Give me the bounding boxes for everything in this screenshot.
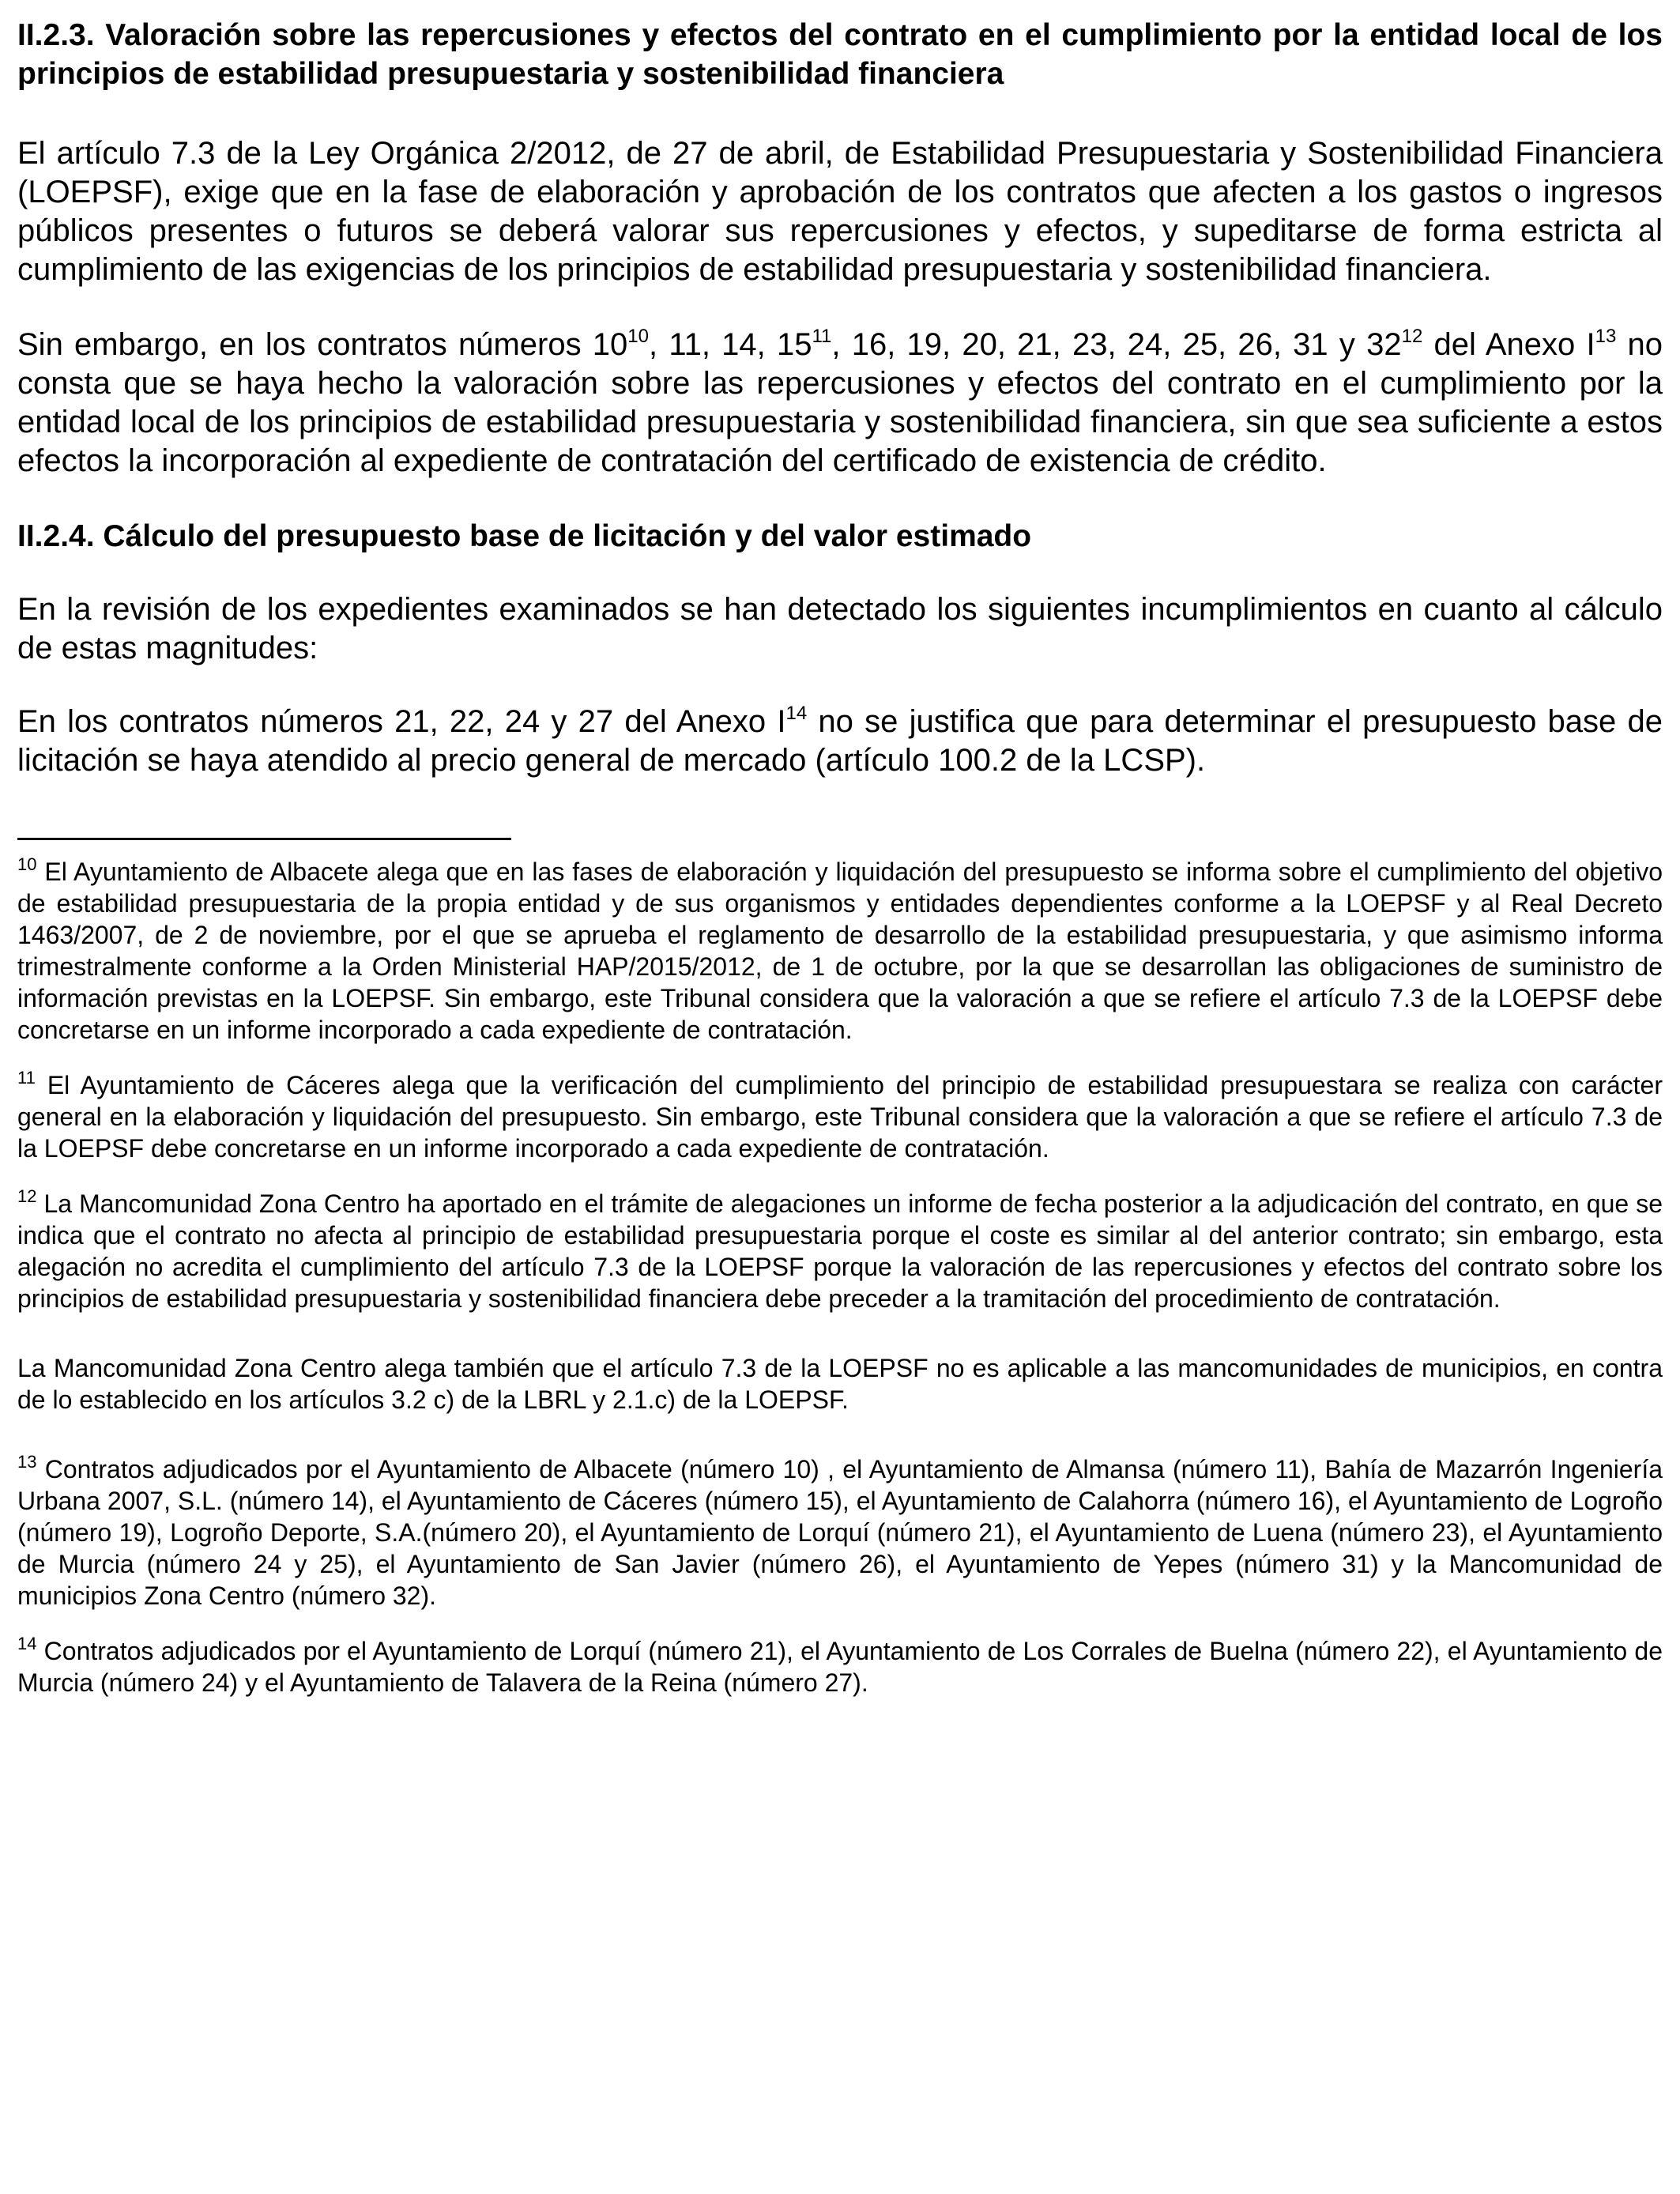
paragraph-market-price xyxy=(17,703,1663,780)
footnote-number: 13 xyxy=(17,1452,37,1472)
footnote-12 xyxy=(17,1188,1663,1314)
footnote-ref-13: 13 xyxy=(1595,326,1617,347)
footnote-number: 12 xyxy=(17,1186,37,1206)
paragraph-loepsf-article: El artículo 7.3 de la Ley Orgánica 2/2012, de 27 de abril, de Estabilidad Presupuestaria y Sostenibilidad Financiera (LOEPSF), exige que en la fase de elaboración y aprobación de los contratos que afecten a los gastos o ingresos públicos presentes o futuros se deberá valorar sus repercusiones y efectos, y supeditarse de forma estricta al cumplimiento de las exigencias de los principios de estabilidad presupuestaria y sostenibilidad financiera. xyxy=(17,136,1663,287)
footnote-14 xyxy=(17,1635,1663,1698)
footnote-text: Contratos adjudicados por el Ayuntamiento de Albacete (número 10) , el Ayuntamiento de Almansa (número 11), Bahía de Mazarrón Ingeniería Urbana 2007, S.L. (número 14), el Ayuntamiento de Cáceres (número 15), el Ayuntamiento de Calahorra (número 16), el Ayuntamiento de Logroño (número 19), Logroño Deporte, S.A.(número 20), el Ayuntamiento de Lorquí (número 21), el Ayuntamiento de Luena (número 23), el Ayuntamiento de Murcia (número 24 y 25), el Ayuntamiento de San Javier (número 26), el Ayuntamiento de Yepes (número 31) y la Mancomunidad de municipios Zona Centro (número 32). xyxy=(17,1455,1663,1610)
footnote-11 xyxy=(17,1069,1663,1164)
footnote-ref-14: 14 xyxy=(785,703,808,724)
section-heading-2-2-3: II.2.3. Valoración sobre las repercusiones y efectos del contrato en el cumplimiento por la entidad local de los principios de estabilidad presupuestaria y sostenibilidad financiera xyxy=(17,18,1663,91)
footnote-text: El Ayuntamiento de Albacete alega que en las fases de elaboración y liquidación del presupuesto se informa sobre el cumplimiento del objetivo de estabilidad presupuestaria de la propia entidad y de sus organismos y entidades dependientes conforme a la LOEPSF y al Real Decreto 1463/2007, de 2 de noviembre, por el que se aprueba el reglamento de desarrollo de la estabilidad presupuestaria, y que asimismo informa trimestralmente conforme a la Orden Ministerial HAP/2015/2012, de 1 de octubre, por la que se desarrollan las obligaciones de suministro de información previstas en la LOEPSF. Sin embargo, este Tribunal considera que la valoración a que se refiere el artículo 7.3 de la LOEPSF debe concretarse en un informe incorporado a cada expediente de contratación. xyxy=(17,858,1663,1044)
footnote-12-continuation: La Mancomunidad Zona Centro alega también que el artículo 7.3 de la LOEPSF no es aplicable a las mancomunidades de municipios, en contra de lo establecido en los artículos 3.2 c) de la LBRL y 2.1.c) de la LOEPSF. xyxy=(17,1354,1663,1414)
text-run: , 11, 14, 15 xyxy=(649,327,812,362)
text-run: del Anexo I xyxy=(1422,327,1595,362)
footnote-ref-12: 12 xyxy=(1401,326,1423,347)
section-heading-2-2-4: II.2.4. Cálculo del presupuesto base de licitación y del valor estimado xyxy=(17,519,1032,553)
footnote-text: Contratos adjudicados por el Ayuntamiento de Lorquí (número 21), el Ayuntamiento de Los Corrales de Buelna (número 22), el Ayuntamiento de Murcia (número 24) y el Ayuntamiento de Talavera de la Reina (número 27). xyxy=(17,1637,1663,1697)
footnote-number: 10 xyxy=(17,854,37,874)
footnote-10 xyxy=(17,856,1663,1046)
footnote-text: La Mancomunidad Zona Centro ha aportado en el trámite de alegaciones un informe de fecha posterior a la adjudicación del contrato, en que se indica que el contrato no afecta al principio de estabilidad presupuestaria porque el coste es similar al del anterior contrato; sin embargo, esta alegación no acredita el cumplimiento del artículo 7.3 de la LOEPSF porque la valoración de las repercusiones y efectos del contrato sobre los principios de estabilidad presupuestaria y sostenibilidad financiera debe preceder a la tramitación del procedimiento de contratación. xyxy=(17,1189,1663,1313)
footnote-13 xyxy=(17,1453,1663,1612)
footnote-ref-11: 11 xyxy=(812,326,832,347)
text-run: Sin embargo, en los contratos números 10 xyxy=(17,327,628,362)
text-run: , 16, 19, 20, 21, 23, 24, 25, 26, 31 y 32 xyxy=(831,327,1402,362)
footnote-number: 11 xyxy=(17,1068,36,1088)
text-run: no consta que se haya hecho la valoración sobre las repercusiones y efectos del contrato en el cumplimiento por la entidad local de los principios de estabilidad presupuestaria y sostenibilidad financiera, sin que sea suficiente a estos efectos la incorporación al expediente de contratación del certificado de existencia de crédito. xyxy=(17,327,1663,478)
footnote-separator xyxy=(17,838,511,840)
document-page xyxy=(17,16,1663,1698)
footnote-number: 14 xyxy=(17,1634,37,1653)
paragraph-contracts-without-valuation xyxy=(17,326,1663,481)
text-run: En los contratos números 21, 22, 24 y 27 del Anexo I xyxy=(17,704,786,739)
footnote-ref-10: 10 xyxy=(627,326,649,347)
footnote-text: El Ayuntamiento de Cáceres alega que la verificación del cumplimiento del principio de estabilidad presupuestara se realiza con carácter general en la elaboración y liquidación del presupuesto. Sin embargo, este Tribunal considera que la valoración a que se refiere el artículo 7.3 de la LOEPSF debe concretarse en un informe incorporado a cada expediente de contratación. xyxy=(17,1071,1663,1163)
text-run: no se justifica que para determinar el presupuesto base de licitación se haya atendido al precio general de mercado (artículo 100.2 de la LCSP). xyxy=(17,704,1663,778)
paragraph-review-findings: En la revisión de los expedientes examinados se han detectado los siguientes incumplimientos en cuanto al cálculo de estas magnitudes: xyxy=(17,592,1663,665)
